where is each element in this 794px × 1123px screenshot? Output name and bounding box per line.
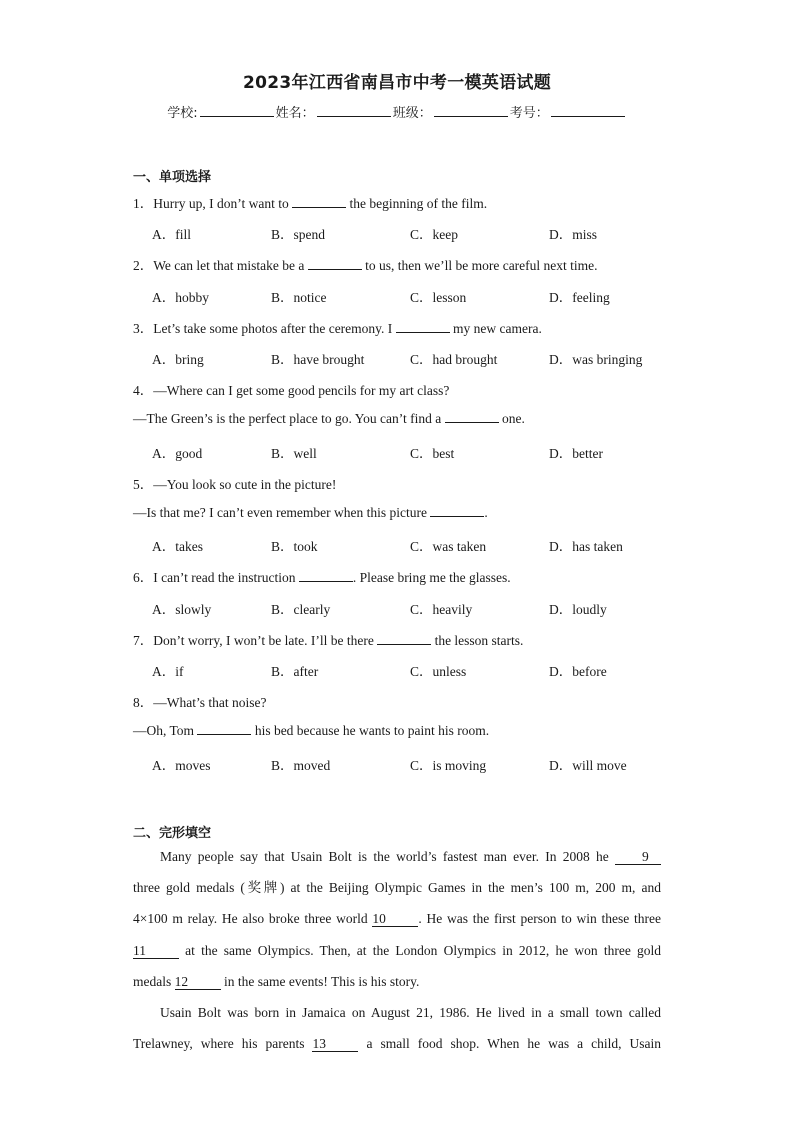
stem-text: the lesson starts. bbox=[431, 632, 524, 648]
cloze-text: Usain Bolt was born in Jamaica on August 21, 1986. He lived in a small town called bbox=[160, 1005, 661, 1020]
cloze-text: Many people say that Usain Bolt is the world’s fastest man ever. In 2008 he bbox=[160, 849, 615, 864]
cloze-blank-number[interactable]: 9 bbox=[615, 850, 661, 865]
cloze-line bbox=[133, 997, 661, 1028]
cloze-text: a small food shop. When he was a child, Usain bbox=[358, 1036, 661, 1052]
cloze-line bbox=[133, 1028, 661, 1059]
cloze-text: Trelawney, where his parents bbox=[133, 1036, 313, 1052]
question-stem bbox=[133, 629, 523, 649]
name-blank[interactable] bbox=[317, 105, 391, 117]
cloze-line bbox=[133, 841, 661, 872]
answer-option[interactable]: B．clearly bbox=[271, 601, 331, 617]
stem-text: 2．We can let that mistake be a bbox=[133, 258, 308, 274]
section-heading-choice: 一、单项选择 bbox=[133, 170, 212, 185]
stem-text: —Oh, Tom bbox=[133, 723, 198, 739]
answer-option[interactable]: C．keep bbox=[410, 227, 458, 243]
cloze-line bbox=[133, 872, 661, 903]
name-label: 姓名： bbox=[275, 106, 315, 121]
stem-text: my new camera. bbox=[449, 320, 542, 336]
question-stem bbox=[133, 379, 449, 399]
answer-option[interactable]: D．loudly bbox=[549, 601, 607, 617]
answer-blank[interactable] bbox=[445, 410, 499, 423]
answer-option[interactable]: B．after bbox=[271, 664, 319, 679]
cloze-text: at the same Olympics. Then, at the London Olympics in 2012, he won three gold bbox=[179, 942, 661, 958]
cloze-blank-number[interactable]: 11 bbox=[133, 944, 179, 959]
answer-option[interactable]: A．bring bbox=[152, 352, 204, 367]
stem-text: 7．Don’t worry, I won’t be late. I’ll be there bbox=[133, 632, 378, 648]
stem-text: 4．—Where can I get some good pencils for my art class? bbox=[133, 383, 450, 399]
answer-option[interactable]: B．notice bbox=[271, 289, 327, 305]
stem-text: —Is that me? I can’t even remember when this picture bbox=[133, 505, 431, 520]
answer-option[interactable]: C．had brought bbox=[410, 352, 498, 367]
student-info-line bbox=[0, 102, 794, 121]
stem-text: 1．Hurry up, I don’t want to bbox=[133, 196, 293, 211]
answer-option[interactable]: C．lesson bbox=[410, 289, 467, 305]
stem-text: . bbox=[484, 505, 488, 520]
cloze-blank-number[interactable]: 10 bbox=[372, 912, 418, 927]
stem-text: 6．I can’t read the instruction bbox=[133, 570, 299, 586]
question-stem bbox=[133, 566, 511, 586]
answer-option[interactable]: D．has taken bbox=[549, 539, 623, 555]
question-stem bbox=[133, 317, 542, 337]
cloze-line bbox=[133, 966, 661, 997]
answer-blank[interactable] bbox=[396, 320, 450, 333]
exam-title: 2023年江西省南昌市中考一模英语试题 bbox=[242, 73, 551, 93]
section-heading-cloze: 二、完形填空 bbox=[133, 826, 212, 841]
school-blank[interactable] bbox=[200, 105, 274, 117]
answer-option[interactable]: D．better bbox=[549, 445, 603, 461]
stem-text: his bed because he wants to paint his room. bbox=[251, 723, 490, 739]
stem-text: the beginning of the film. bbox=[346, 196, 488, 211]
answer-option[interactable]: C．was taken bbox=[410, 539, 487, 555]
question-stem bbox=[133, 192, 487, 212]
cloze-blank-number[interactable]: 13 bbox=[312, 1037, 358, 1052]
question-stem bbox=[133, 410, 525, 427]
school-label: 学校: bbox=[167, 106, 198, 121]
class-label: 班级： bbox=[392, 106, 432, 121]
answer-option[interactable]: A．if bbox=[152, 664, 184, 679]
stem-text: 3．Let’s take some photos after the ceremony. I bbox=[133, 320, 396, 336]
answer-blank[interactable] bbox=[308, 257, 362, 270]
stem-text: 8．—What’s that noise? bbox=[133, 695, 267, 711]
stem-text: 5．—You look so cute in the picture! bbox=[133, 476, 337, 492]
answer-option[interactable]: A．hobby bbox=[152, 289, 209, 305]
cloze-blank-number[interactable]: 12 bbox=[175, 975, 221, 990]
answer-option[interactable]: D．feeling bbox=[549, 289, 610, 305]
answer-option[interactable]: C．is moving bbox=[410, 757, 487, 773]
cloze-text: in the same events! This is his story. bbox=[220, 973, 420, 989]
answer-option[interactable]: B．spend bbox=[271, 227, 325, 243]
answer-option[interactable]: A．moves bbox=[152, 757, 211, 773]
cloze-text: . He was the first person to win these three bbox=[418, 911, 662, 927]
question-stem bbox=[133, 254, 598, 274]
answer-option[interactable]: C．unless bbox=[410, 664, 467, 679]
answer-option[interactable]: A．takes bbox=[152, 539, 203, 555]
question-stem bbox=[133, 691, 266, 711]
answer-blank[interactable] bbox=[197, 722, 251, 735]
answer-option[interactable]: C．best bbox=[410, 445, 455, 461]
answer-option[interactable]: B．moved bbox=[271, 757, 331, 773]
answer-option[interactable]: A．good bbox=[152, 445, 203, 461]
answer-blank[interactable] bbox=[377, 632, 431, 645]
answer-blank[interactable] bbox=[292, 195, 346, 208]
answer-option[interactable]: A．slowly bbox=[152, 601, 212, 617]
cloze-text: medals bbox=[133, 973, 175, 989]
answer-option[interactable]: D．will move bbox=[549, 757, 627, 773]
answer-option[interactable]: D．before bbox=[549, 664, 607, 679]
cloze-line bbox=[133, 935, 661, 966]
answer-blank[interactable] bbox=[299, 569, 353, 582]
answer-option[interactable]: B．took bbox=[271, 539, 318, 555]
answer-option[interactable]: B．well bbox=[271, 445, 317, 461]
stem-text: to us, then we’ll be more careful next time. bbox=[361, 258, 598, 274]
cloze-line bbox=[133, 903, 661, 934]
answer-blank[interactable] bbox=[430, 504, 484, 517]
cloze-paragraph bbox=[133, 841, 661, 997]
class-blank[interactable] bbox=[434, 105, 508, 117]
cloze-text: 4×100 m relay. He also broke three world bbox=[133, 911, 373, 927]
number-blank[interactable] bbox=[551, 105, 625, 117]
stem-text: . Please bring me the glasses. bbox=[352, 570, 511, 586]
stem-text: one. bbox=[498, 411, 525, 427]
answer-option[interactable]: C．heavily bbox=[410, 601, 473, 617]
question-stem bbox=[133, 504, 488, 521]
stem-text: —The Green’s is the perfect place to go. You can’t find a bbox=[133, 411, 445, 427]
question-stem bbox=[133, 722, 489, 739]
answer-option[interactable]: D．was bringing bbox=[549, 352, 643, 367]
question-stem bbox=[133, 473, 336, 493]
cloze-text: three gold medals (奖牌) at the Beijing Olympic Games in the men’s 100 m, 200 m, and bbox=[133, 880, 661, 896]
answer-option[interactable]: A．fill bbox=[152, 227, 191, 243]
answer-option[interactable]: B．have brought bbox=[271, 352, 365, 367]
answer-option[interactable]: D．miss bbox=[549, 227, 598, 243]
number-label: 考号： bbox=[509, 106, 549, 121]
cloze-paragraph bbox=[133, 997, 661, 1059]
